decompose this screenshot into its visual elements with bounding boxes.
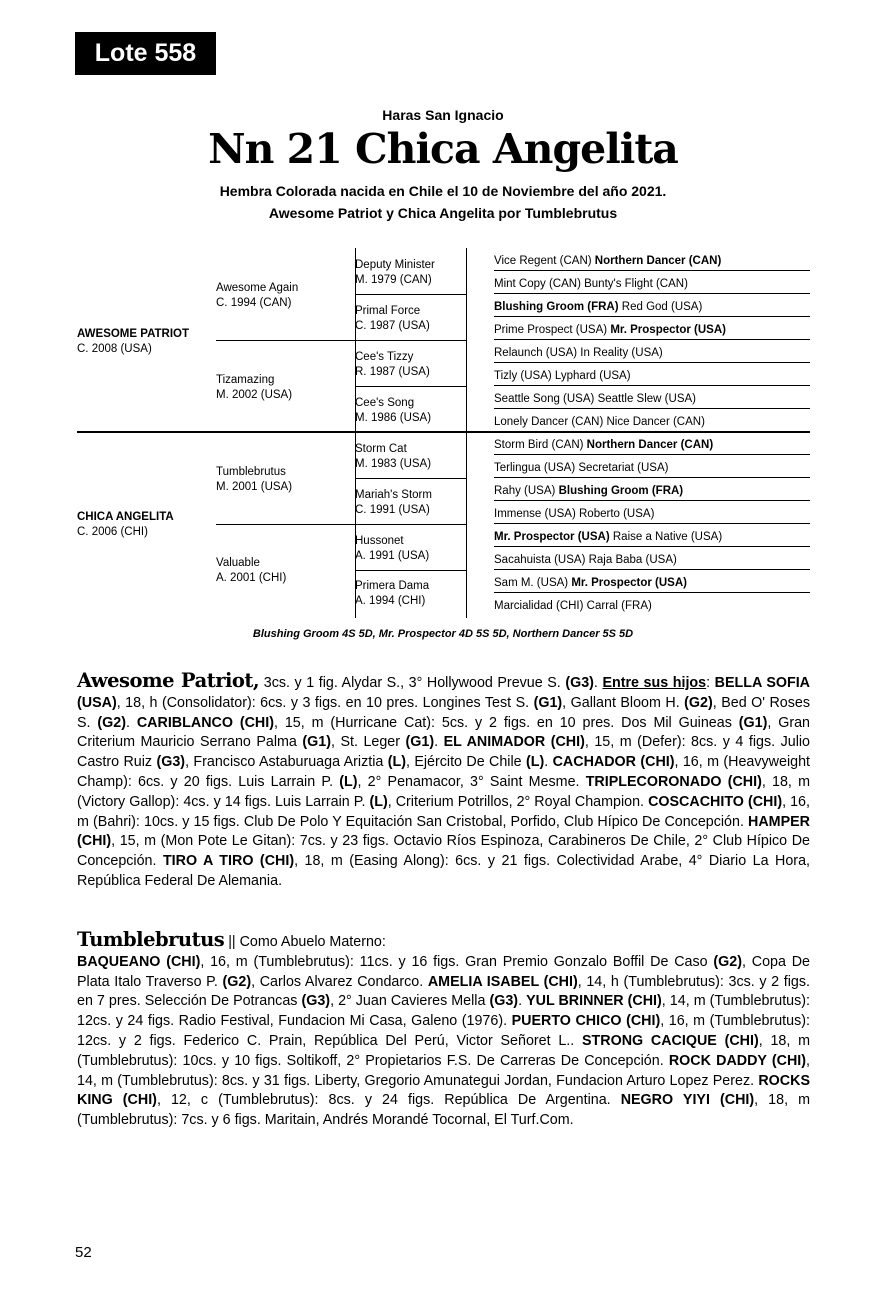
damsire-offspring-text [77, 954, 810, 1128]
row-rule [494, 454, 810, 455]
body-text: , Carlos Alvarez Condarco. [251, 973, 428, 990]
row-rule [494, 293, 810, 294]
highlighted-text: NEGRO YIYI (CHI) [620, 1092, 755, 1109]
grandparent-name: Awesome Again [216, 282, 299, 294]
grandparent-name: Tizamazing [216, 374, 275, 386]
ancestor-sire: Blushing Groom (FRA) [494, 301, 619, 313]
grandparent-info: M. 2001 (USA) [216, 481, 293, 493]
inbreeding-note: Blushing Groom 4S 5D, Mr. Prospector 4D 5S 5D, Northern Dancer 5S 5D [252, 628, 634, 640]
ancestor-sire: Rahy (USA) [494, 485, 556, 497]
ancestor-sire: Prime Prospect (USA) [494, 324, 608, 336]
highlighted-text: YUL BRINNER (CHI) [526, 993, 662, 1010]
row-rule [494, 592, 810, 593]
highlighted-text: HAMPER (CHI) [77, 813, 810, 850]
breeder-name: Haras San Ignacio [382, 107, 504, 123]
grandparent-info: C. 1994 (CAN) [216, 297, 292, 309]
row-rule [494, 477, 810, 478]
ancestor-gen4 [494, 300, 702, 315]
body-text: . [126, 714, 137, 731]
highlighted-text: (L) [387, 754, 406, 771]
ancestor-sire: Tizly (USA) [494, 370, 552, 382]
ancestor-dam: Roberto (USA) [579, 508, 655, 520]
ancestor-dam: Bunty's Flight (CAN) [584, 278, 688, 290]
highlighted-text: (G3) [156, 754, 186, 771]
grandparent-info: A. 2001 (CHI) [216, 572, 287, 584]
highlighted-text: (G2) [222, 973, 252, 990]
ancestor-dam: Seattle Slew (USA) [597, 393, 696, 405]
body-text: , Criterium Potrillos, 2° Royal Champion. [387, 793, 649, 810]
body-text: , 14, h (Tumblebrutus): 3cs. y 2 figs. en 7 pres. Selección De Potrancas [77, 973, 810, 1010]
damsire-heading: Tumblebrutus [77, 928, 225, 951]
great-grandparent-info: C. 1987 (USA) [355, 320, 430, 332]
highlighted-text: AMELIA ISABEL (CHI) [427, 973, 578, 990]
body-text: , 15, m (Defer): 8cs. y 4 figs. Julio Castro Ruiz [77, 734, 810, 771]
lot-badge: Lote 558 [75, 32, 216, 75]
ancestor-dam: Raise a Native (USA) [612, 531, 723, 543]
sire-name: AWESOME PATRIOT [77, 328, 190, 340]
highlighted-text: (L) [525, 754, 545, 771]
highlighted-text: (L) [369, 793, 388, 810]
body-text: , 2° Juan Cavieres Mella [330, 993, 490, 1010]
highlighted-text: CARIBLANCO (CHI) [136, 714, 274, 731]
sire-intro: 3cs. y 1 fig. Alydar S., 3° Hollywood Prevue S. [259, 675, 566, 691]
great-grandparent-name: Hussonet [355, 535, 404, 547]
ancestor-gen4 [494, 392, 696, 407]
ancestor-gen4 [494, 484, 683, 499]
sire-heading: Awesome Patriot, [77, 669, 260, 692]
gen2-rule [216, 524, 466, 525]
sire-offspring-text [77, 675, 810, 889]
highlighted-text: COSCACHITO (CHI) [648, 793, 783, 810]
row-rule [494, 339, 810, 340]
ancestor-gen4 [494, 553, 677, 568]
horse-description: Hembra Colorada nacida en Chile el 10 de Noviembre del año 2021. [219, 183, 667, 199]
great-grandparent-name: Cee's Song [355, 397, 415, 409]
great-grandparent-info: M. 1979 (CAN) [355, 274, 432, 286]
body-text: , 18, m (Tumblebrutus): 7cs. y 6 figs. Maritain, Andrés Morandé Tocornal, El Turf.Com. [77, 1092, 811, 1129]
great-grandparent-name: Primera Dama [355, 580, 430, 592]
great-grandparent-info: A. 1991 (USA) [355, 550, 430, 562]
highlighted-text: BELLA SOFIA (USA) [77, 675, 810, 711]
ancestor-gen4 [494, 461, 668, 476]
highlighted-text: (L) [339, 773, 358, 790]
great-grandparent-name: Cee's Tizzy [355, 351, 414, 363]
gen4-column-rule [466, 248, 467, 618]
highlighted-text: (G1) [302, 734, 331, 751]
dam-name: CHICA ANGELITA [77, 511, 174, 523]
body-text: . [434, 734, 444, 751]
ancestor-dam: Mr. Prospector (USA) [571, 577, 687, 589]
ancestor-gen4 [494, 369, 631, 384]
highlighted-text: BAQUEANO (CHI) [77, 953, 201, 970]
main-rule [77, 431, 810, 433]
body-text: , 18, m (Easing Along): 6cs. y 21 figs. Colectividad Arabe, 4° Diario La Hora, República Federal De Alemania. [77, 853, 810, 889]
body-text: , 12, c (Tumblebrutus): 8cs. y 24 figs. República De Argentina. [156, 1092, 621, 1109]
sire-intro-grade: (G3) [565, 675, 594, 691]
body-text: , 16, m (Heavyweight Champ): 6cs. y 20 figs. Luis Larrain P. [77, 754, 810, 790]
ancestor-sire: Sacahuista (USA) [494, 554, 586, 566]
ancestor-gen4 [494, 277, 688, 292]
highlighted-text: EL ANIMADOR (CHI) [443, 734, 585, 751]
dam-info: C. 2006 (CHI) [77, 526, 148, 538]
row-rule [494, 546, 810, 547]
ancestor-dam: Nice Dancer (CAN) [606, 416, 705, 428]
highlighted-text: (G3) [489, 993, 519, 1010]
ancestor-gen4 [494, 346, 663, 361]
body-text: , Francisco Astaburuaga Ariztia [185, 754, 388, 771]
ancestor-gen4 [494, 576, 687, 591]
body-text: , 16, m (Tumblebrutus): 12cs. y 2 figs. Federico C. Prain, República Del Perú, Victor Señoret L.. [77, 1013, 810, 1049]
ancestor-sire: Storm Bird (CAN) [494, 439, 584, 451]
ancestor-sire: Sam M. (USA) [494, 577, 569, 589]
ancestor-gen4 [494, 599, 652, 614]
ancestor-dam: In Reality (USA) [580, 347, 663, 359]
row-rule [494, 362, 810, 363]
page-number: 52 [75, 1244, 92, 1261]
great-grandparent-info: A. 1994 (CHI) [355, 595, 426, 607]
body-text: , 14, m (Tumblebrutus): 8cs. y 31 figs. Liberty, Gregorio Amunategui Jordan, Fundacion Arturo Lopez Perez. [77, 1052, 811, 1089]
gen3-column-rule [355, 248, 356, 618]
gen3-rule [355, 570, 466, 571]
ancestor-dam: Red God (USA) [621, 301, 703, 313]
ancestor-dam: Northern Dancer (CAN) [586, 439, 714, 451]
ancestor-dam: Lyphard (USA) [554, 370, 631, 382]
highlighted-text: (G2) [713, 953, 742, 970]
great-grandparent-info: M. 1983 (USA) [355, 458, 432, 470]
row-rule [494, 270, 810, 271]
horse-parentage: Awesome Patriot y Chica Angelita por Tumblebrutus [268, 205, 618, 221]
ancestor-gen4 [494, 323, 726, 338]
ancestor-gen4 [494, 438, 713, 453]
gen2-rule [216, 340, 466, 341]
great-grandparent-name: Deputy Minister [355, 259, 435, 271]
great-grandparent-info: M. 1986 (USA) [355, 412, 432, 424]
great-grandparent-name: Mariah's Storm [355, 489, 432, 501]
body-text: , 14, m (Tumblebrutus): 12cs. y 24 figs. Radio Festival, Fundacion Mi Casa, Galeno (1976). [77, 993, 811, 1030]
highlighted-text: (G3) [301, 993, 331, 1010]
ancestor-dam: Blushing Groom (FRA) [558, 485, 684, 497]
body-text: . [544, 754, 553, 771]
row-rule [494, 523, 810, 524]
highlighted-text: ROCK DADDY (CHI) [668, 1052, 807, 1069]
sire-info: C. 2008 (USA) [77, 343, 152, 355]
grandparent-info: M. 2002 (USA) [216, 389, 293, 401]
ancestor-gen4 [494, 254, 721, 269]
ancestor-gen4 [494, 415, 705, 430]
row-rule [494, 569, 810, 570]
body-text: , Bed O' Roses S. [77, 694, 810, 731]
highlighted-text: (G1) [405, 734, 435, 751]
highlighted-text: TIRO A TIRO (CHI) [162, 853, 295, 870]
body-text: , 18, m (Tumblebrutus): 10cs. y 10 figs. Soltikoff, 2° Propietarios F.S. De Carreras De Concepción. [77, 1032, 810, 1069]
body-text: , 16, m (Bahri): 10cs. y 15 figs. Club De Polo Y Equitación San Cristobal, Porfido, Club Hípico De Concepción. [77, 793, 810, 830]
highlighted-text: (G1) [533, 694, 563, 711]
gen3-rule [355, 294, 466, 295]
row-rule [494, 316, 810, 317]
ancestor-sire: Mint Copy (CAN) [494, 278, 581, 290]
ancestor-sire: Immense (USA) [494, 508, 576, 520]
highlighted-text: (G1) [738, 714, 768, 731]
damsire-heading-suffix: || Como Abuelo Materno: [224, 934, 386, 950]
highlighted-text: (G2) [684, 694, 713, 711]
grandparent-name: Tumblebrutus [216, 466, 286, 478]
body-text: , Gran Criterium Mauricio Serrano Palma [77, 714, 810, 751]
row-rule [494, 408, 810, 409]
highlighted-text: CACHADOR (CHI) [552, 754, 675, 771]
body-text: , 18, m (Victory Gallop): 4cs. y 14 figs. Luis Larrain P. [77, 773, 810, 810]
body-text: , 15, m (Hurricane Cat): 5cs. y 2 figs. en 10 pres. Dos Mil Guineas [273, 714, 739, 731]
highlighted-text: PUERTO CHICO (CHI) [511, 1013, 661, 1030]
grandparent-name: Valuable [216, 557, 260, 569]
body-text: , 16, m (Tumblebrutus): 11cs. y 16 figs. Gran Premio Gonzalo Boffil De Caso [200, 953, 714, 970]
gen3-rule [355, 478, 466, 479]
ancestor-sire: Mr. Prospector (USA) [494, 531, 610, 543]
ancestor-dam: Carral (FRA) [586, 600, 652, 612]
great-grandparent-info: C. 1991 (USA) [355, 504, 430, 516]
damsire-section [77, 930, 810, 1131]
sire-section: Awesome Patriot, 3cs. y 1 fig. Alydar S., 3° Hollywood Prevue S. (G3). Entre sus hijos: BELLA SOFIA (USA), 18, h (Consolidator): 6cs. y 3 figs. en 10 pres. Longines Test S. (G1), Gallant Bloom H. (G2), Bed O' Roses S. (G2). CARIBLANCO (CHI), 15, m (Hurricane Cat): 5cs. y 2 figs. en 10 pres. Dos Mil Guineas (G1), Gran Criterium Mauricio Serrano Palma (G1), St. Leger (G1). EL ANIMADOR (CHI), 15, m (Defer): 8cs. y 4 figs. Julio Castro Ruiz (G3), Francisco Astaburuaga Ariztia (L), Ejército De Chile (L). CACHADOR (CHI), 16, m (Heavyweight Champ): 6cs. y 20 figs. Luis Larrain P. (L), 2° Penamacor, 3° Saint Mesme. TRIPLECORONADO (CHI), 18, m (Victory Gallop): 4cs. y 14 figs. Luis Larrain P. (L), Criterium Potrillos, 2° Royal Champion. COSCACHITO (CHI), 16, m (Bahri): 10cs. y 15 figs. Club De Polo Y Equitación San Cristobal, Porfido, Club Hípico De Concepción. HAMPER (CHI), 15, m (Mon Pote Le Gitan): 7cs. y 23 figs. Octavio Ríos Espinoza, Carabineros De Chile, 2° Club Hípico De Concepción. TIRO A TIRO (CHI), 18, m (Easing Along): 6cs. y 21 figs. Colectividad Arabe, 4° Diario La Hora, República Federal De Alemania. [77, 669, 810, 889]
highlighted-text: STRONG CACIQUE (CHI) [581, 1032, 759, 1049]
great-grandparent-name: Primal Force [355, 305, 421, 317]
body-text: , 15, m (Mon Pote Le Gitan): 7cs. y 23 figs. Octavio Ríos Espinoza, Carabineros De Chile, 2° Club Hípico De Concepción. [77, 833, 810, 870]
great-grandparent-name: Storm Cat [355, 443, 407, 455]
ancestor-dam: Raja Baba (USA) [588, 554, 677, 566]
offspring-label: Entre sus hijos [602, 675, 707, 691]
body-text: . [518, 993, 527, 1010]
ancestor-gen4 [494, 530, 722, 545]
body-text: , St. Leger [331, 734, 406, 751]
ancestor-dam: Northern Dancer (CAN) [594, 255, 722, 267]
row-rule [494, 500, 810, 501]
highlighted-text: TRIPLECORONADO (CHI) [585, 773, 762, 790]
body-text: , Gallant Bloom H. [562, 694, 685, 711]
ancestor-gen4 [494, 507, 654, 522]
ancestor-sire: Lonely Dancer (CAN) [494, 416, 604, 428]
ancestor-dam: Mr. Prospector (USA) [610, 324, 726, 336]
body-text: , 18, h (Consolidator): 6cs. y 3 figs. en 10 pres. Longines Test S. [116, 694, 534, 711]
gen3-rule [355, 386, 466, 387]
body-text: , 2° Penamacor, 3° Saint Mesme. [357, 773, 586, 790]
ancestor-sire: Vice Regent (CAN) [494, 255, 592, 267]
great-grandparent-info: R. 1987 (USA) [355, 366, 430, 378]
ancestor-dam: Secretariat (USA) [578, 462, 669, 474]
ancestor-sire: Marcialidad (CHI) [494, 600, 584, 612]
ancestor-sire: Relaunch (USA) [494, 347, 578, 359]
highlighted-text: ROCKS KING (CHI) [77, 1072, 810, 1109]
ancestor-sire: Seattle Song (USA) [494, 393, 595, 405]
highlighted-text: (G2) [97, 714, 126, 731]
row-rule [494, 385, 810, 386]
body-text: , Copa De Plata Italo Traverso P. [77, 953, 810, 990]
ancestor-sire: Terlingua (USA) [494, 462, 576, 474]
horse-name: Nn 21 Chica Angelita [208, 125, 678, 173]
body-text: , Ejército De Chile [405, 754, 526, 771]
